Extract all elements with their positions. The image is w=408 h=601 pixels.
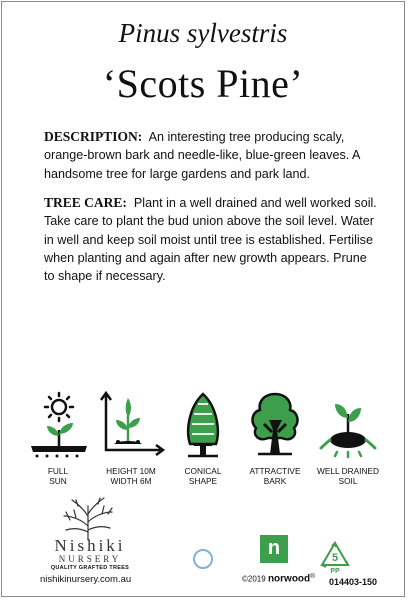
feature-label-well-drained-soil: WELL DRAINED SOIL xyxy=(317,466,379,486)
description-heading: DESCRIPTION: xyxy=(44,129,143,144)
botanical-name: Pinus sylvestris xyxy=(118,18,288,48)
nursery-sub: NURSERY xyxy=(58,554,122,564)
tree-care-heading: TREE CARE: xyxy=(44,195,127,210)
attractive-bark-icon xyxy=(240,390,310,460)
tree-care-text: Plant in a well drained and well worked soil. Take care to plant the bud union above the soil level. Water in well and keep soil moist until tree is established. Fertilise when planting and again after new growth appears. Prune to shape if necessary. xyxy=(44,196,377,284)
nursery-name: Nishiki xyxy=(54,536,126,555)
circle-mark-icon xyxy=(193,549,213,569)
common-name: ‘Scots Pine’ xyxy=(102,61,304,106)
height-width-icon xyxy=(96,390,166,460)
plant-tag xyxy=(1,1,405,597)
website-link[interactable]: nishikinursery.com.au xyxy=(40,574,132,585)
norwood-logo-icon: n xyxy=(260,535,288,563)
well-drained-soil-icon xyxy=(313,390,383,460)
description-text: An interesting tree producing scaly, orange-brown bark and needle-like, blue-green leaves. A handsome tree for large gardens and park land. xyxy=(44,130,360,181)
full-sun-icon xyxy=(23,390,93,460)
feature-label-attractive-bark: ATTRACTIVE BARK xyxy=(249,466,301,486)
feature-label-height-width: HEIGHT 10M WIDTH 6M xyxy=(106,466,156,486)
description-section xyxy=(44,128,379,183)
tree-care-section xyxy=(44,194,379,285)
conical-shape-icon xyxy=(168,390,238,460)
feature-label-full-sun: FULL SUN xyxy=(47,466,69,486)
copyright-notice: ©2019 norwood® xyxy=(242,573,316,585)
product-code: 014403-150 xyxy=(329,577,378,587)
recycle-code: PP xyxy=(330,568,340,574)
norwood-brand: norwood xyxy=(267,573,311,585)
recycle-number: 5 xyxy=(331,552,339,564)
feature-label-conical-shape: CONICAL SHAPE xyxy=(184,466,222,486)
nursery-tagline: QUALITY GRAFTED TREES xyxy=(50,565,130,571)
recycle-pp-icon xyxy=(318,540,352,574)
